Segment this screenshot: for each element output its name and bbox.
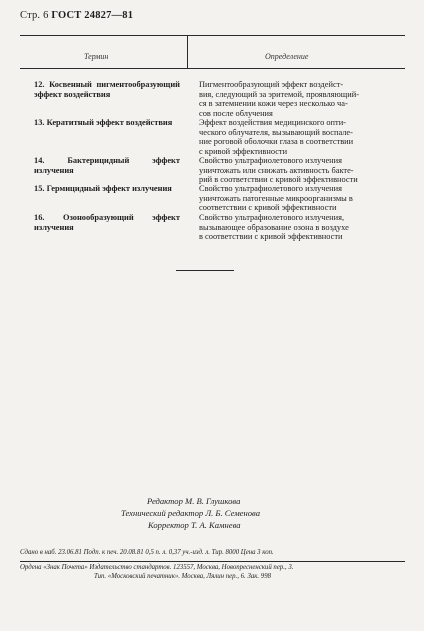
definition-line: ся в затемнении кожи через несколько ча-	[199, 99, 348, 109]
column-header-rule	[20, 68, 405, 69]
editor-line: Редактор М. В. Глушкова	[147, 496, 241, 506]
definition-16	[199, 213, 395, 242]
definition-14	[199, 156, 395, 185]
corrector-line: Корректор Т. А. Камнева	[148, 520, 241, 530]
imprint-line-2: Ордена «Знак Почета» Издательство стандартов. 123557, Москва, Новопресненский пер., 3.	[20, 564, 294, 571]
definition-line: Пигментообразующий эффект воздейст-	[199, 80, 344, 89]
page-header	[20, 10, 133, 21]
definition-line: ческого облучателя, вызывающий воспале-	[199, 127, 353, 137]
column-divider-header	[187, 35, 188, 69]
term-12: 12. Косвенный пигментообразующий эффект воздействия	[34, 80, 180, 99]
definition-line: Свойство ультрафиолетового излучения	[199, 184, 342, 193]
definition-line: ние роговой оболочки глаза в соответствии	[199, 137, 354, 147]
definition-13	[199, 118, 395, 156]
definition-line: Эффект воздействия медицинского опти-	[199, 118, 346, 127]
imprint-line-1: Сдано в наб. 23.06.81 Подп. к печ. 20.08.81 0,5 п. л. 0,37 уч.-изд. л. Тир. 8000 Цена 3 коп.	[20, 549, 274, 556]
column-header-definition: Определение	[265, 52, 309, 61]
definition-line: с кривой эффективности	[199, 146, 288, 156]
imprint-rule	[20, 561, 405, 562]
tech-editor-line: Технический редактор Л. Б. Семенова	[121, 508, 261, 518]
imprint-line-3: Тип. «Московский печатник». Москва, Лялин пер., 6. Зак. 998	[94, 573, 271, 580]
definition-line: уничтожать патогенные микроорганизмы в	[199, 193, 353, 203]
definition-line: уничтожать или снижать активность бакте-	[199, 165, 354, 175]
column-header-term: Термин	[84, 52, 109, 61]
definition-line: Свойство ультрафиолетового излучения,	[199, 213, 345, 222]
page-number: Стр. 6	[20, 10, 49, 21]
term-13: 13. Кератитный эффект воздействия	[34, 118, 173, 127]
term-16: 16. Озонообразующий эффект излучения	[34, 213, 180, 232]
header-rule	[20, 35, 405, 36]
definition-15	[199, 184, 395, 213]
definition-line: сов после облучения	[199, 108, 273, 118]
term-15: 15. Гермицидный эффект излучения	[34, 184, 172, 193]
definition-line: вызывающее образование озона в воздухе	[199, 222, 349, 232]
term-14: 14. Бактерицидный эффект излучения	[34, 156, 180, 175]
definition-line: вия, следующий за эритемой, проявляющий-	[199, 89, 359, 99]
definition-line: рий в соответствии с кривой эффективности	[199, 175, 358, 185]
definition-12	[199, 80, 395, 118]
definition-line: Свойство ультрафиолетового излучения	[199, 156, 342, 165]
definition-line: соответствии с кривой эффективности	[199, 203, 337, 213]
end-of-text-rule	[176, 270, 234, 271]
standard-code: ГОСТ 24827—81	[51, 10, 134, 21]
definition-line: в соответствии с кривой эффективности	[199, 232, 343, 242]
